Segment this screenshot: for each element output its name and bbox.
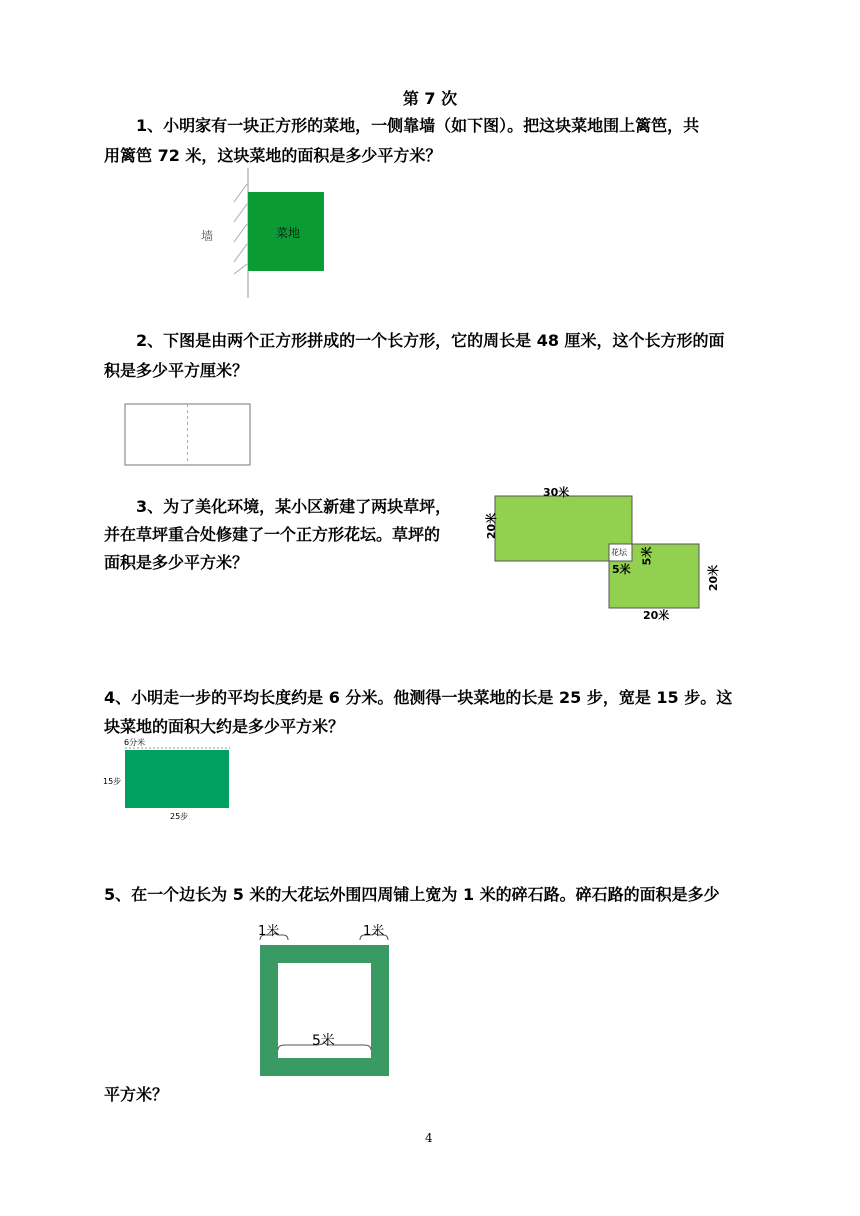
- top-width-label: 30米: [543, 486, 570, 499]
- flower-width-label: 5米: [612, 563, 631, 576]
- flower-height-label: 5米: [640, 546, 654, 566]
- q2-line2: 积是多少平方厘米？: [104, 361, 249, 380]
- field-height-label: 15步: [103, 777, 122, 786]
- wall-label: 墙: [201, 229, 214, 243]
- q4-field: [125, 750, 229, 808]
- q5-line1: 5、在一个边长为 5 米的大花坛外围四周铺上宽为 1 米的碎石路。碎石路的面积是多少: [104, 885, 720, 904]
- q1-line2: 用篱笆 72 米，这块菜地的面积是多少平方米？: [104, 146, 442, 165]
- left-width-label: 1米: [258, 924, 280, 939]
- q4-field-figure: [120, 745, 234, 811]
- q3-line2: 并在草坪重合处修建了一个正方形花坛。草坪的: [104, 525, 441, 544]
- bottom-height-label: 20米: [707, 564, 721, 592]
- bottom-width-label: 20米: [643, 609, 670, 622]
- q5-path-figure: [252, 918, 398, 1080]
- page-title: 第 7 次: [402, 89, 458, 108]
- q4-line1: 4、小明走一步的平均长度约是 6 分米。他测得一块菜地的长是 25 步，宽是 15 步。这: [104, 688, 733, 707]
- q3-lawn-figure: [494, 494, 704, 610]
- q2-line1: 2、下图是由两个正方形拼成的一个长方形，它的周长是 48 厘米，这个长方形的面: [136, 331, 725, 350]
- field-label: 菜地: [276, 226, 301, 240]
- flower-bed-label: 花坛: [611, 548, 627, 557]
- page-number: 4: [425, 1131, 433, 1145]
- q2-rectangle-figure: [124, 403, 252, 467]
- right-width-label: 1米: [363, 924, 385, 939]
- top-height-label: 20米: [485, 512, 499, 540]
- q3-line1: 3、为了美化环境，某小区新建了两块草坪，: [136, 497, 452, 516]
- q3-line3: 面积是多少平方米？: [104, 553, 249, 572]
- q4-line2: 块菜地的面积大约是多少平方米？: [104, 717, 345, 736]
- q5-line2: 平方米？: [104, 1085, 169, 1104]
- field-width-label: 25步: [170, 812, 189, 821]
- q1-line1: 1、小明家有一块正方形的菜地，一侧靠墙（如下图）。把这块菜地围上篱笆，共: [136, 116, 700, 135]
- inner-side-label: 5米: [312, 1033, 335, 1049]
- step-length-label: 6分米: [124, 738, 146, 747]
